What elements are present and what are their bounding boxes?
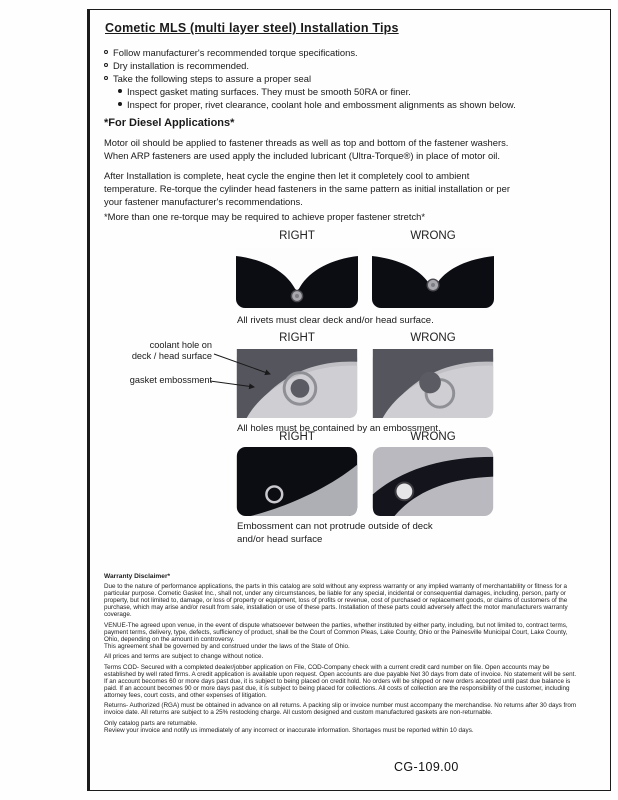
page-title: Cometic MLS (multi layer steel) Installation Tips [105,21,399,35]
warranty-paragraph: This agreement shall be governed by and construed under the laws of the State of Ohio. [104,642,350,650]
tip-text: Follow manufacturer's recommended torque specifications. [113,47,358,58]
rivet-clear-diagram [234,244,360,310]
installation-tips-list [104,47,516,112]
list-item [104,60,516,73]
embossment-caption: All holes must be contained by an embossment. [237,423,441,434]
coolant-hole-callout [126,340,212,362]
hollow-bullet-icon [104,76,108,80]
list-item [104,73,516,86]
catalog-page-code: CG-109.00 [394,760,459,774]
wrong-column-label: WRONG [410,230,456,242]
caption-line: and/or head surface [237,534,323,545]
hollow-bullet-icon [104,50,108,54]
gasket-embossment-callout [120,375,212,386]
solid-bullet-icon [118,102,122,106]
solid-bullet-icon [118,89,122,93]
callout-text: deck / head surface [131,351,212,361]
list-item [118,86,516,99]
warranty-paragraph: VENUE-The agreed upon venue, in the event of dispute whatsoever between the parties, whether instituted by either party, including, but not limited to, contract terms, payment terms, delivery, type, defects, sufficiency of product, shall be the Court of Common Pleas, Lake County, Ohio or the Painesville Municipal Court, Lake County, Ohio, depending on the amount in controversy. [104,621,568,643]
list-item [118,99,516,112]
diesel-paragraph-1: Motor oil should be applied to fastener threads as well as top and bottom of the fastener washers. When ARP fasteners are used apply the included lubricant (Ultra-Torque®) in place of motor oil. [104,137,509,161]
warranty-paragraph: Returns- Authorized (RGA) must be obtained in advance on all returns. A packing slip or invoice number must accompany the merchandise. No returns after 30 days from invoice date. All returns are subject to a 25% restocking charge. All custom designed and custom manufactured gaskets are non-returnable. [104,702,577,716]
warranty-paragraph: Review your invoice and notify us immediately of any incorrect or inaccurate information. Shortages must be reported within 10 days. [104,726,474,734]
embossment-protruding-diagram [370,445,496,518]
tip-text: Inspect for proper, rivet clearance, coolant hole and embossment alignments as shown below. [127,99,516,110]
rivet-caption: All rivets must clear deck and/or head surface. [237,315,434,326]
wrong-column-label: WRONG [410,431,456,443]
diesel-paragraph-2: After Installation is complete, heat cycle the engine then let it completely cool to ambient temperature. Re-torque the cylinder head fasteners in the same pattern as initial installation or per your fastener manufacturer's recommendations. [104,170,510,207]
warranty-heading: Warranty Disclaimer* [104,573,171,580]
protrude-caption [237,520,433,546]
tip-text: Take the following steps to assure a proper seal [113,73,312,84]
tip-text: Dry installation is recommended. [113,60,249,71]
caption-line: Embossment can not protrude outside of deck [237,521,433,532]
callout-text: coolant hole on [149,340,212,350]
embossment-inside-deck-diagram [234,445,360,518]
warranty-section [104,573,580,737]
diesel-applications-heading: *For Diesel Applications* [104,117,235,129]
hollow-bullet-icon [104,63,108,67]
wrong-column-label: WRONG [410,332,456,344]
callout-text: gasket embossment [129,375,212,385]
right-column-label: RIGHT [279,431,315,443]
tip-text: Inspect gasket mating surfaces. They must be smooth 50RA or finer. [127,86,411,97]
right-column-label: RIGHT [279,230,315,242]
warranty-paragraph: Only catalog parts are returnable. [104,719,198,727]
rivet-touching-diagram [370,244,496,310]
callout-leader-lines [210,348,280,392]
warranty-paragraph: All prices and terms are subject to change without notice. [104,653,264,660]
right-column-label: RIGHT [279,332,315,344]
hole-not-contained-diagram [370,347,496,420]
retorque-note: *More than one re-torque may be required to achieve proper fastener stretch* [104,211,426,222]
list-item [104,47,516,60]
warranty-paragraph: Terms COD- Secured with a completed dealer/jobber application on File, COD-Company check with a current credit card number on file. Open accounts may be established by well rated firms. A credit application is available upon request. Open accounts are due payable Net 30 days from date of invoice. No statement will be sent. If an account becomes 60 or more days past due, it is subject to being placed on credit hold. No orders will be shipped or new orders accepted until past due balance is paid. If an account becomes 90 or more days past due, it is subject to being placed for collections. All costs of collection are the responsibility of the customer, including attorney fees, court costs, and other expenses of litigation. [104,663,577,699]
warranty-paragraph: Due to the nature of performance applications, the parts in this catalog are sold without any express warranty or any implied warranty of merchantability or fitness for a particular purpose. Cometic Gasket Inc., shall not, under any circumstances, be liable for any special, incidental or consequential damages, including, person, party or property, but not limited to, damage, or loss of property or equipment, loss of profits or revenue, cost of purchased or replacement goods, or claims of customers of the purchase, which may arise and/or result from sale, installation or use of these parts. Installation of these parts could adversely affect the motor manufacturers warranty coverage. [104,583,568,618]
